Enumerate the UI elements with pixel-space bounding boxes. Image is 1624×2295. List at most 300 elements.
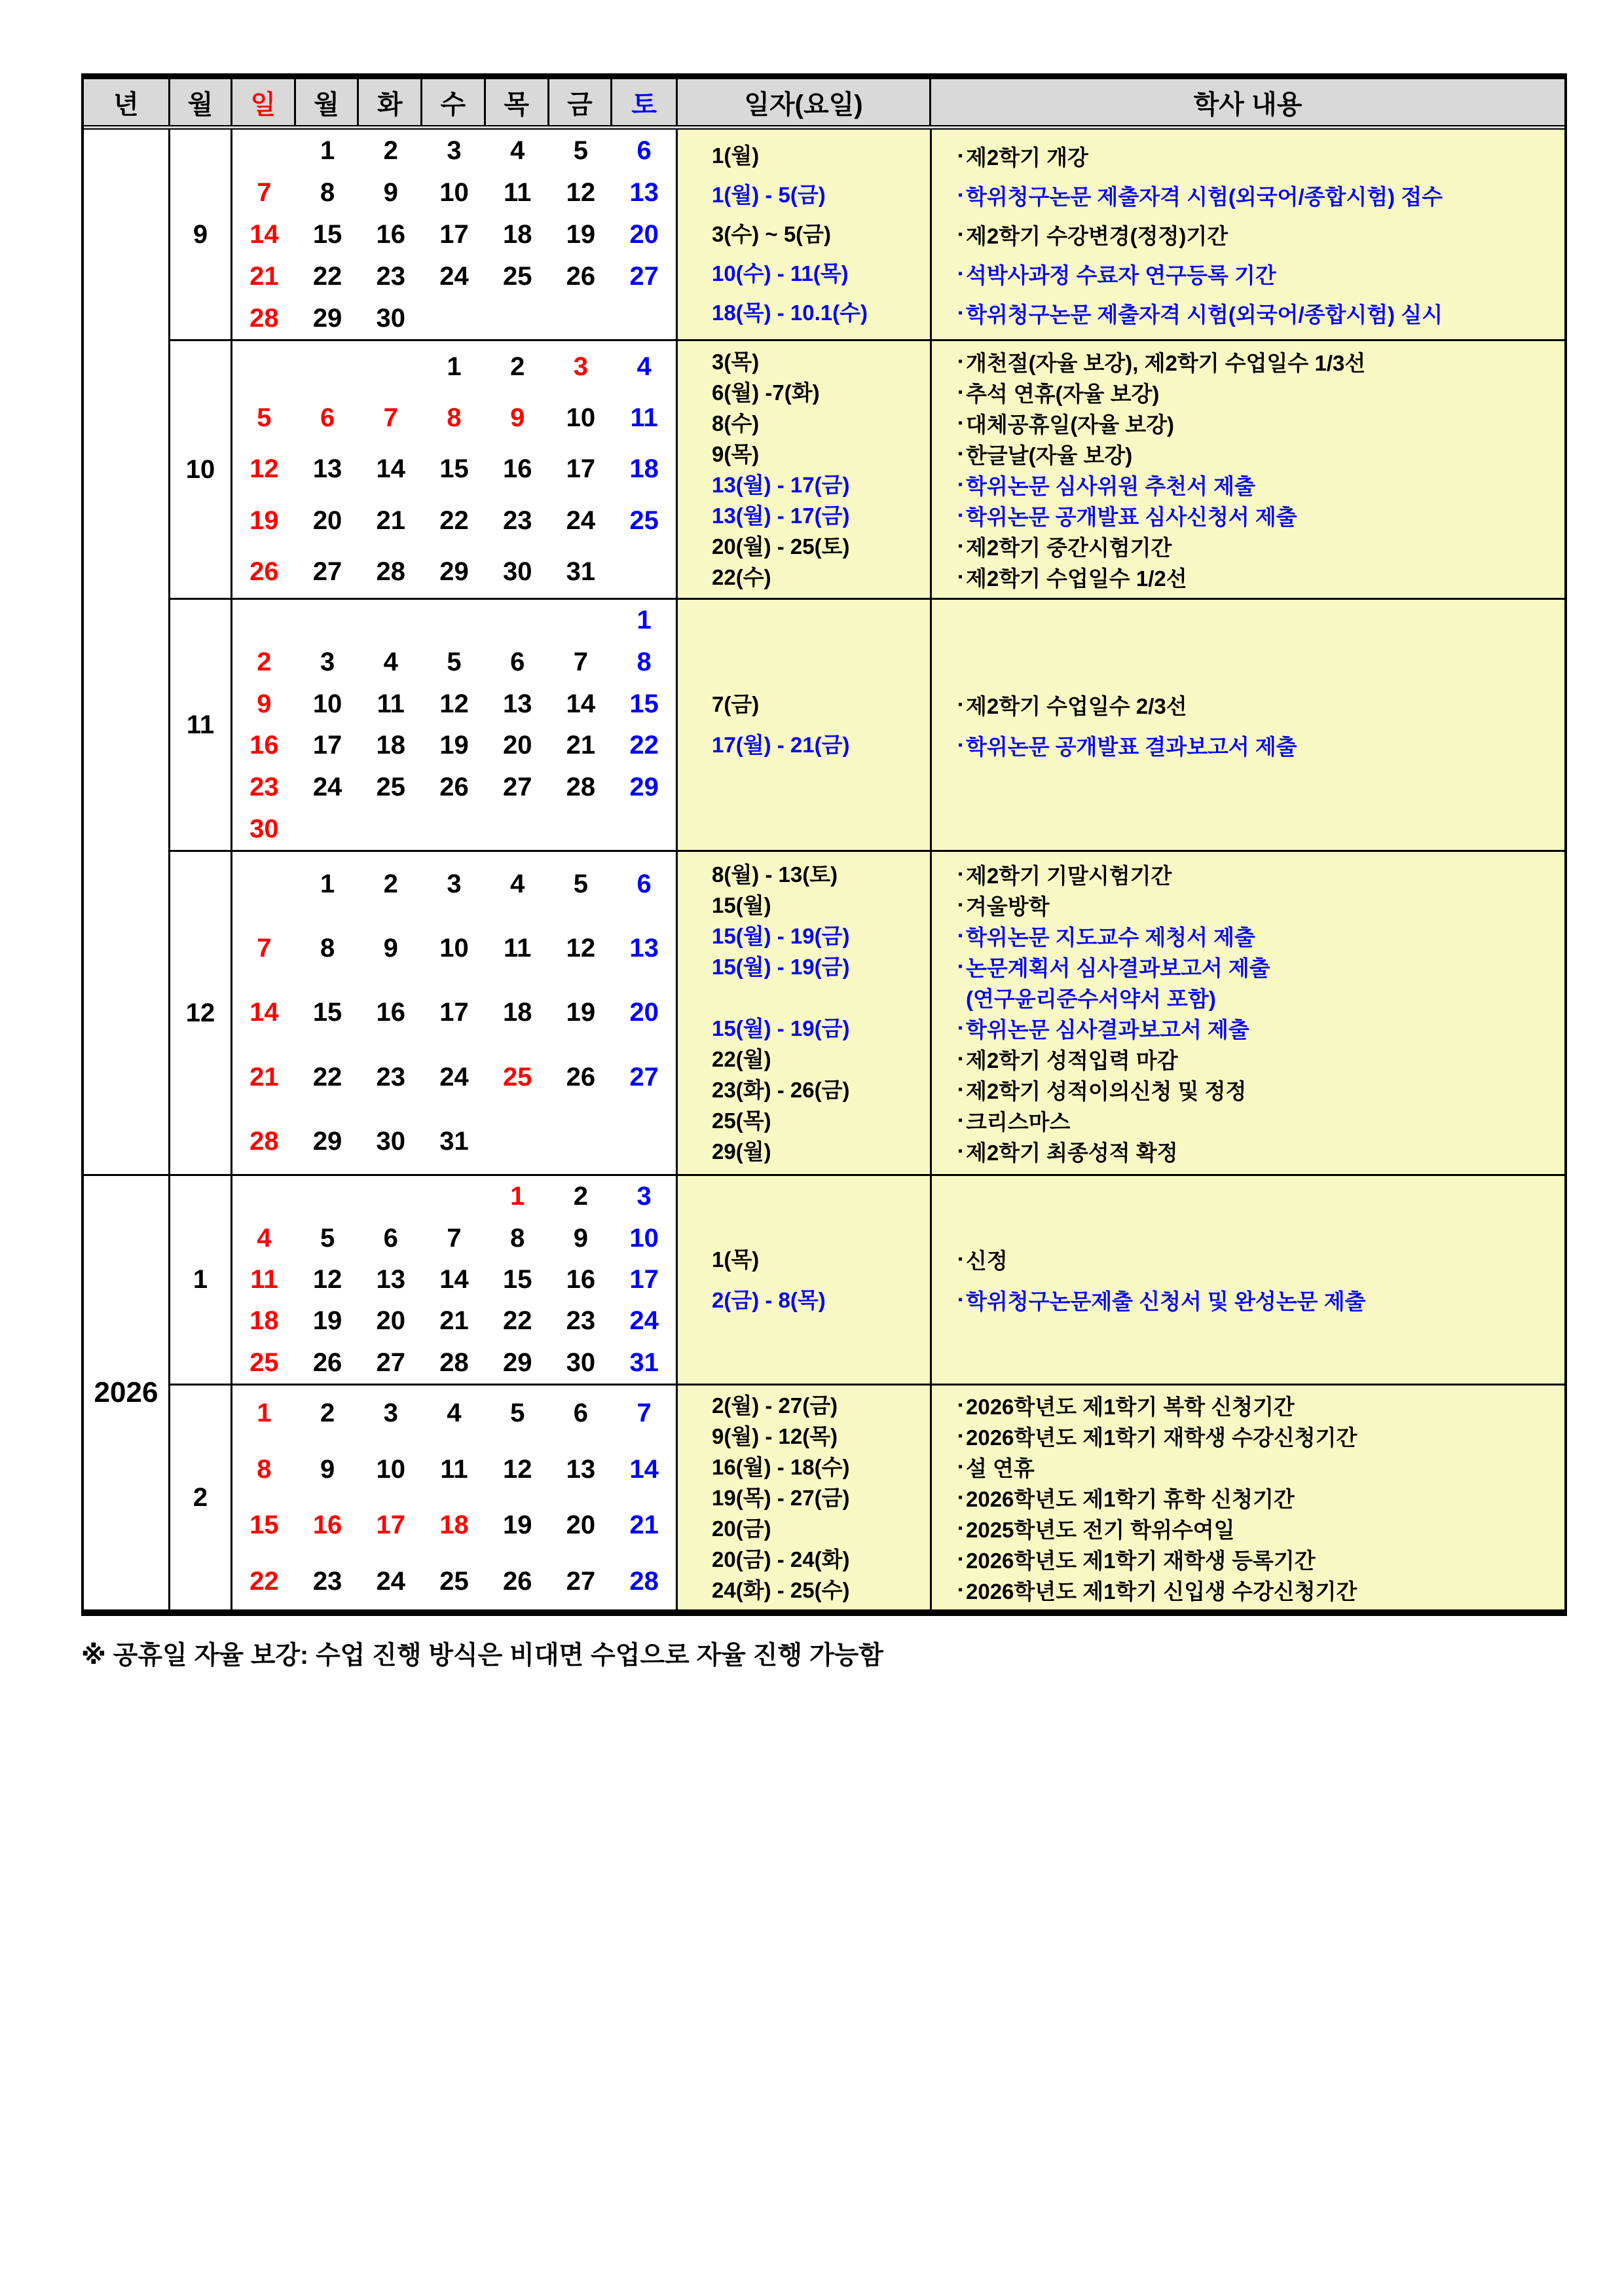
day-number: 15 — [439, 454, 469, 484]
day-cell — [232, 808, 296, 850]
event-text: 제2학기 수업일수 2/3선 — [966, 693, 1187, 718]
event-text-line — [932, 1044, 1564, 1074]
day-number: 2 — [510, 352, 525, 381]
day-cell — [359, 852, 422, 916]
event-date — [678, 725, 932, 765]
day-cell — [232, 1300, 296, 1342]
event-date-text: 20(금) - 24(화) — [712, 1547, 850, 1571]
event-date — [678, 1452, 932, 1482]
day-number: 2 — [573, 1182, 589, 1211]
day-cell — [359, 1217, 422, 1258]
event-date-text: 18(목) - 10.1(수) — [712, 301, 868, 325]
bullet-square-icon: ▪ — [958, 898, 963, 912]
day-number: 27 — [629, 1062, 659, 1092]
day-number: 25 — [439, 1566, 469, 1596]
day-cell — [612, 642, 676, 684]
event-content — [932, 346, 1564, 377]
day-number: 27 — [502, 772, 532, 801]
day-cell — [422, 767, 486, 809]
day-cell — [232, 600, 296, 642]
event-text-line — [932, 439, 1564, 469]
day-number: 5 — [573, 869, 589, 898]
event-date — [678, 1280, 932, 1321]
day-cell — [359, 444, 422, 495]
bullet-square-icon: ▪ — [958, 867, 963, 881]
day-cell — [549, 130, 613, 172]
day-cell — [422, 683, 486, 725]
bullet-square-icon: ▪ — [958, 354, 963, 369]
event-grid — [678, 600, 1564, 850]
day-cell — [486, 213, 549, 255]
day-cell — [296, 213, 360, 255]
day-number: 30 — [376, 1127, 406, 1156]
day-number: 17 — [312, 731, 342, 760]
day-number: 8 — [637, 647, 652, 676]
event-date — [678, 1544, 932, 1575]
event-text: 제2학기 성적입력 마감 — [966, 1048, 1178, 1073]
day-cell — [359, 808, 422, 850]
event-text: 제2학기 최종성적 확정 — [966, 1141, 1178, 1165]
event-text: 학위논문 심사결과보고서 제출 — [966, 1018, 1249, 1042]
event-text: 크리스마스 — [966, 1110, 1071, 1134]
day-cell — [549, 255, 613, 297]
event-content — [932, 469, 1564, 500]
day-number: 6 — [510, 647, 525, 676]
day-number: 30 — [249, 814, 279, 843]
day-cell — [232, 255, 296, 297]
day-cell — [612, 444, 676, 495]
event-date-text: 1(월) - 5(금) — [712, 183, 826, 207]
day-number: 11 — [504, 177, 532, 207]
date-column-header: 일자(요일) — [678, 79, 931, 125]
event-text-line — [932, 346, 1564, 377]
footnote: ※ 공휴일 자율 보강: 수업 진행 방식은 비대면 수업으로 자율 진행 가능함 — [81, 1642, 883, 1670]
day-cell — [612, 172, 676, 213]
day-number: 8 — [510, 1223, 525, 1253]
month-number: 1 — [193, 1265, 208, 1294]
month-cell-10 — [170, 339, 232, 598]
event-text: 학위청구논문 제출자격 시험(외국어/종합시험) 접수 — [966, 184, 1443, 209]
day-number: 4 — [637, 352, 652, 381]
day-cell — [549, 852, 613, 916]
day-number: 27 — [376, 1348, 406, 1377]
month-cell-11 — [170, 598, 232, 850]
day-cell — [232, 297, 296, 339]
event-date-text: 6(월) -7(화) — [712, 380, 820, 405]
event-date — [678, 1482, 932, 1513]
day-number: 12 — [439, 689, 469, 718]
day-cell — [486, 725, 549, 767]
day-number: 23 — [376, 1062, 406, 1092]
bullet-square-icon: ▪ — [958, 477, 963, 492]
day-cell — [549, 1442, 613, 1498]
bullet-square-icon: ▪ — [958, 1144, 963, 1158]
date-content-divider — [930, 1176, 932, 1384]
day-number: 22 — [502, 1306, 532, 1336]
day-cell — [359, 600, 422, 642]
day-number: 6 — [573, 1399, 589, 1428]
event-text: 제2학기 성적이의신청 및 정정 — [966, 1079, 1247, 1103]
event-content — [932, 1074, 1564, 1105]
day-number: 28 — [629, 1566, 659, 1596]
event-text: 제2학기 수업일수 1/2선 — [966, 566, 1187, 591]
event-date — [678, 469, 932, 500]
event-text: 대체공휴일(자율 보강) — [966, 413, 1175, 437]
day-grid — [232, 1386, 676, 1609]
day-number: 6 — [637, 869, 652, 898]
bullet-square-icon: ▪ — [958, 305, 963, 320]
day-number: 1 — [320, 869, 335, 898]
event-text-line — [932, 1239, 1564, 1280]
event-text-line — [932, 684, 1564, 725]
day-cell — [359, 172, 422, 213]
day-cell — [232, 495, 296, 546]
event-text-line — [932, 377, 1564, 408]
day-number: 14 — [249, 219, 279, 249]
day-number: 18 — [376, 731, 406, 760]
day-number: 15 — [249, 1511, 279, 1540]
day-cell — [549, 600, 613, 642]
event-date — [678, 1390, 932, 1421]
bullet-square-icon: ▪ — [958, 697, 963, 712]
day-number: 23 — [249, 772, 279, 801]
day-cell — [359, 495, 422, 546]
bullet-square-icon: ▪ — [958, 1082, 963, 1097]
weekday-header-friday: 금 — [549, 79, 613, 125]
event-grid — [678, 1176, 1564, 1384]
day-cell — [422, 642, 486, 684]
day-cell — [296, 767, 360, 809]
day-cell — [422, 130, 486, 172]
month-number: 11 — [186, 710, 215, 739]
day-number: 23 — [312, 1566, 342, 1596]
day-number: 31 — [566, 557, 596, 587]
day-cell — [549, 392, 613, 443]
day-cell — [232, 1342, 296, 1384]
event-text-continuation — [932, 982, 1564, 1013]
event-date-text: 1(목) — [712, 1247, 760, 1272]
day-cell — [422, 1497, 486, 1554]
day-number: 17 — [439, 219, 469, 249]
day-grid — [232, 341, 676, 598]
month-12-day-grid — [232, 850, 678, 1174]
day-cell — [486, 642, 549, 684]
day-cell — [612, 767, 676, 809]
event-text-line — [932, 1105, 1564, 1136]
day-number: 30 — [376, 303, 406, 333]
day-cell — [422, 1442, 486, 1498]
event-date-text: 20(월) - 25(토) — [712, 534, 850, 559]
event-text: 개천절(자율 보강), 제2학기 수업일수 1/3선 — [966, 351, 1366, 375]
month-cell-9 — [170, 130, 232, 339]
event-content — [932, 921, 1564, 951]
bullet-square-icon: ▪ — [958, 416, 963, 430]
day-cell — [549, 547, 613, 598]
day-number: 8 — [320, 934, 335, 963]
day-cell — [359, 981, 422, 1045]
day-cell — [232, 725, 296, 767]
event-text: 추석 연휴(자율 보강) — [966, 382, 1160, 406]
day-cell — [359, 1442, 422, 1498]
day-number: 28 — [566, 772, 596, 801]
event-text: 제2학기 중간시험기간 — [966, 536, 1172, 560]
event-text-line — [932, 859, 1564, 890]
day-cell — [232, 1386, 296, 1442]
day-number: 24 — [566, 505, 596, 535]
day-number: 11 — [250, 1264, 278, 1294]
day-cell — [296, 172, 360, 213]
event-content — [932, 215, 1564, 254]
day-number: 24 — [439, 261, 469, 291]
month-11-day-grid — [232, 598, 678, 850]
day-number: 5 — [573, 136, 589, 165]
event-text-line — [932, 500, 1564, 531]
day-cell — [549, 683, 613, 725]
day-cell — [549, 444, 613, 495]
weekday-headers — [232, 79, 678, 125]
day-cell — [486, 255, 549, 297]
day-cell — [612, 1442, 676, 1498]
day-cell — [422, 1217, 486, 1258]
day-cell — [549, 767, 613, 809]
day-cell — [422, 392, 486, 443]
day-number: 12 — [566, 177, 596, 207]
event-text-line — [932, 951, 1564, 982]
event-text: 설 연휴 — [966, 1456, 1035, 1480]
day-number: 7 — [447, 1223, 462, 1253]
day-cell — [422, 1176, 486, 1217]
event-content — [932, 408, 1564, 439]
day-number: 29 — [312, 303, 342, 333]
day-cell — [296, 444, 360, 495]
date-content-divider — [930, 600, 932, 850]
day-cell — [296, 1300, 360, 1342]
event-date-text: 10(수) - 11(목) — [712, 261, 849, 285]
day-number: 13 — [566, 1454, 596, 1484]
day-number: 20 — [312, 505, 342, 535]
day-number: 7 — [257, 934, 272, 963]
event-date — [678, 1575, 932, 1606]
day-cell — [549, 1342, 613, 1384]
day-number: 13 — [629, 934, 659, 963]
event-text-line — [932, 175, 1564, 215]
day-number: 13 — [629, 177, 659, 207]
day-cell — [612, 981, 676, 1045]
day-number: 25 — [376, 772, 406, 801]
day-cell — [422, 916, 486, 980]
day-cell — [612, 130, 676, 172]
day-cell — [296, 808, 360, 850]
day-cell — [422, 808, 486, 850]
event-content — [932, 1280, 1564, 1321]
bullet-square-icon: ▪ — [958, 570, 963, 584]
bullet-square-icon: ▪ — [958, 1397, 963, 1412]
day-cell — [296, 255, 360, 297]
day-cell — [612, 1045, 676, 1109]
event-text-line — [932, 1513, 1564, 1544]
day-cell — [232, 981, 296, 1045]
event-date-text: 19(목) - 27(금) — [712, 1485, 850, 1510]
day-cell — [486, 981, 549, 1045]
event-content — [932, 1544, 1564, 1575]
day-number: 28 — [376, 557, 406, 587]
bullet-square-icon: ▪ — [958, 1021, 963, 1035]
day-cell — [232, 547, 296, 598]
event-date — [678, 1074, 932, 1105]
month-number: 12 — [185, 998, 215, 1027]
day-number: 19 — [312, 1306, 342, 1336]
event-date-text: 22(월) — [712, 1047, 771, 1071]
day-cell — [486, 1045, 549, 1109]
day-number: 4 — [383, 647, 398, 676]
event-text: 학위논문 심사위원 추천서 제출 — [966, 474, 1255, 498]
day-number: 15 — [502, 1264, 532, 1294]
day-number: 14 — [629, 1454, 659, 1484]
day-cell — [549, 1176, 613, 1217]
event-date-text: 29(월) — [712, 1139, 771, 1164]
event-date-text: 2(월) - 27(금) — [712, 1393, 838, 1418]
bullet-square-icon: ▪ — [958, 1459, 963, 1474]
day-number: 9 — [257, 689, 272, 718]
event-text: 학위청구논문 제출자격 시험(외국어/종합시험) 실시 — [966, 302, 1443, 327]
event-text: 학위청구논문제출 신청서 및 완성논문 제출 — [966, 1289, 1366, 1313]
event-text-line — [932, 136, 1564, 175]
day-number: 1 — [447, 352, 462, 381]
day-cell — [296, 495, 360, 546]
day-cell — [549, 1045, 613, 1109]
event-text: 겨울방학 — [966, 894, 1050, 919]
day-number: 1 — [637, 606, 652, 635]
day-number: 1 — [257, 1399, 272, 1428]
day-cell — [296, 981, 360, 1045]
event-text-line — [932, 1544, 1564, 1575]
day-cell — [612, 683, 676, 725]
event-date-text: 7(금) — [712, 692, 760, 716]
day-number: 22 — [312, 261, 342, 291]
year-label: 2026 — [94, 1376, 158, 1408]
day-cell — [232, 1497, 296, 1554]
day-cell — [422, 1300, 486, 1342]
day-number: 18 — [502, 219, 532, 249]
event-content — [932, 951, 1564, 1013]
day-cell — [232, 916, 296, 980]
date-content-divider — [930, 130, 932, 339]
day-number: 22 — [312, 1062, 342, 1092]
day-number: 3 — [383, 1399, 398, 1428]
bullet-square-icon: ▪ — [958, 959, 963, 974]
event-date — [678, 215, 932, 254]
day-number: 19 — [566, 219, 596, 249]
month-cell-1 — [170, 1174, 232, 1384]
event-content — [932, 531, 1564, 562]
event-text: 2025학년도 전기 학위수여일 — [966, 1517, 1235, 1542]
day-number: 14 — [439, 1264, 469, 1294]
day-number: 21 — [249, 1062, 279, 1092]
day-cell — [549, 1217, 613, 1258]
day-cell — [422, 1386, 486, 1442]
day-cell — [612, 1176, 676, 1217]
event-content — [932, 1013, 1564, 1044]
day-number: 18 — [439, 1511, 469, 1540]
bullet-square-icon: ▪ — [958, 1520, 963, 1535]
day-cell — [612, 341, 676, 392]
day-number: 29 — [502, 1348, 532, 1377]
day-number: 18 — [629, 454, 659, 484]
day-number: 21 — [566, 731, 596, 760]
day-cell — [296, 297, 360, 339]
day-cell — [486, 1217, 549, 1258]
month-10-day-grid — [232, 339, 678, 598]
day-cell — [359, 1110, 422, 1174]
day-number: 16 — [249, 731, 279, 760]
day-number: 7 — [573, 647, 589, 676]
event-date — [678, 1239, 932, 1280]
day-number: 19 — [502, 1511, 532, 1540]
day-number: 20 — [629, 998, 659, 1027]
day-number: 19 — [439, 731, 469, 760]
month-9-schedule-cell — [678, 130, 1564, 339]
day-number: 31 — [439, 1127, 469, 1156]
event-date-text: 13(월) - 17(금) — [712, 473, 850, 497]
day-number: 10 — [376, 1454, 406, 1484]
day-cell — [549, 1110, 613, 1174]
weekday-header-monday: 월 — [296, 79, 360, 125]
event-text: 2026학년도 제1학기 재학생 수강신청기간 — [966, 1425, 1357, 1450]
table-body — [84, 130, 1564, 1609]
day-number: 26 — [566, 1062, 596, 1092]
day-number: 26 — [249, 557, 279, 587]
day-cell — [549, 213, 613, 255]
event-content — [932, 377, 1564, 408]
event-date — [678, 408, 932, 439]
event-date — [678, 1513, 932, 1544]
day-cell — [232, 341, 296, 392]
table-header-row — [84, 79, 1564, 130]
day-cell — [486, 767, 549, 809]
event-date — [678, 1136, 932, 1167]
day-cell — [422, 1342, 486, 1384]
bullet-square-icon: ▪ — [958, 1490, 963, 1505]
day-cell — [612, 1342, 676, 1384]
event-date-text: 1(월) — [712, 143, 760, 168]
day-number: 15 — [629, 689, 659, 718]
day-cell — [612, 495, 676, 546]
day-number: 9 — [383, 177, 398, 207]
day-number: 5 — [320, 1223, 335, 1253]
weekday-header-wednesday: 수 — [422, 79, 486, 125]
event-content — [932, 1513, 1564, 1544]
day-cell — [296, 1386, 360, 1442]
day-cell — [422, 444, 486, 495]
bullet-square-icon: ▪ — [958, 1428, 963, 1443]
day-cell — [422, 213, 486, 255]
event-text-line — [932, 1074, 1564, 1105]
day-cell — [486, 392, 549, 443]
day-number: 10 — [312, 689, 342, 718]
event-date-text: 2(금) - 8(목) — [712, 1287, 826, 1312]
day-number: 2 — [383, 869, 398, 898]
event-content — [932, 1421, 1564, 1452]
day-number: 11 — [630, 403, 658, 433]
day-number: 8 — [320, 177, 335, 207]
day-cell — [296, 1342, 360, 1384]
day-cell — [549, 1554, 613, 1610]
event-content — [932, 1239, 1564, 1280]
day-cell — [549, 495, 613, 546]
day-cell — [486, 495, 549, 546]
bullet-square-icon: ▪ — [958, 148, 963, 163]
day-cell — [549, 1497, 613, 1554]
